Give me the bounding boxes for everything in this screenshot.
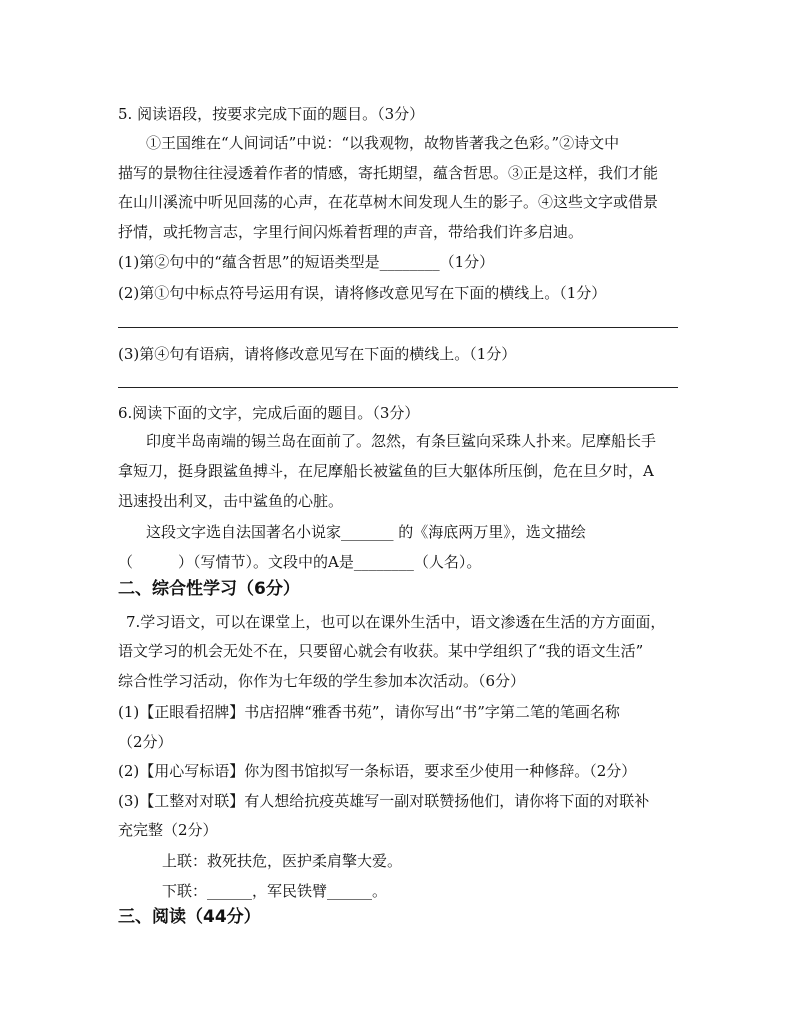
q5-passage-line-3: 在山川溪流中听见回荡的心声，在花草树木间发现人生的影子。④这些文字或借景 [118,193,659,211]
section-3-heading: 三、阅读（44分） [118,907,261,927]
q7-intro-line-1: 7.学习语文，可以在课堂上，也可以在课外生活中，语文渗透在生活的方方面面， [126,613,666,631]
q6-question-line-1: 这段文字选自法国著名小说家_______ 的《海底两万里》，选文描绘 [146,523,586,541]
q7-sub-question-2: (2)【用心写标语】你为图书馆拟写一条标语，要求至少使用一种修辞。（2分） [118,762,637,780]
answer-line[interactable] [118,327,678,328]
q5-sub-question-1: (1)第②句中的“蕴含哲思”的短语类型是________（1分） [118,253,495,271]
q7-sub-question-3: (3)【工整对对联】有人想给抗疫英雄写一副对联赞扬他们，请你将下面的对联补 [118,792,650,810]
q7-intro-line-2: 语文学习的机会无处不在，只要留心就会有收获。某中学组织了“我的语文生活” [118,642,644,660]
q5-passage-line-2: 描写的景物往往浸透着作者的情感，寄托期望，蕴含哲思。③正是这样，我们才能 [118,164,659,182]
q6-passage-line-3: 迅速投出利叉，击中鲨鱼的心脏。 [118,492,344,510]
q7-sub-question-1-points: （2分） [118,733,173,751]
q7-sub-question-1: (1)【正眼看招牌】书店招牌“雅香书苑”，请你写出“书”字第二笔的笔画名称 [118,703,620,721]
q6-question-line-2: （ ）（写情节）。文段中的A是________（人名）。 [118,553,482,571]
q5-title: 5. 阅读语段，按要求完成下面的题目。（3分） [118,105,425,123]
section-2-heading: 二、综合性学习（6分） [118,579,300,599]
q6-passage-line-2: 拿短刀，挺身跟鲨鱼搏斗，在尼摩船长被鲨鱼的巨大躯体所压倒，危在旦夕时，A [118,462,654,480]
couplet-lower: 下联：______，军民铁臂______。 [162,882,388,900]
q5-sub-question-2: (2)第①句中标点符号运用有误，请将修改意见写在下面的横线上。（1分） [118,284,607,302]
couplet-upper: 上联：救死扶危，医护柔肩擎大爱。 [162,852,403,870]
q5-passage-line-4: 抒情，或托物言志，字里行间闪烁着哲理的声音，带给我们许多启迪。 [118,223,584,241]
answer-line[interactable] [118,387,678,388]
q7-intro-line-3: 综合性学习活动，你作为七年级的学生参加本次活动。（6分） [118,672,526,690]
q6-passage-line-1: 印度半岛南端的锡兰岛在面前了。忽然，有条巨鲨向采珠人扑来。尼摩船长手 [146,432,657,450]
q5-sub-question-3: (3)第④句有语病，请将修改意见写在下面的横线上。（1分） [118,345,517,363]
q6-title: 6.阅读下面的文字，完成后面的题目。（3分） [118,404,420,422]
q7-sub-question-3-cont: 充完整（2分） [118,821,218,839]
q5-passage-line-1: ①王国维在“人间词话”中说：“以我观物，故物皆著我之色彩。”②诗文中 [146,134,620,152]
